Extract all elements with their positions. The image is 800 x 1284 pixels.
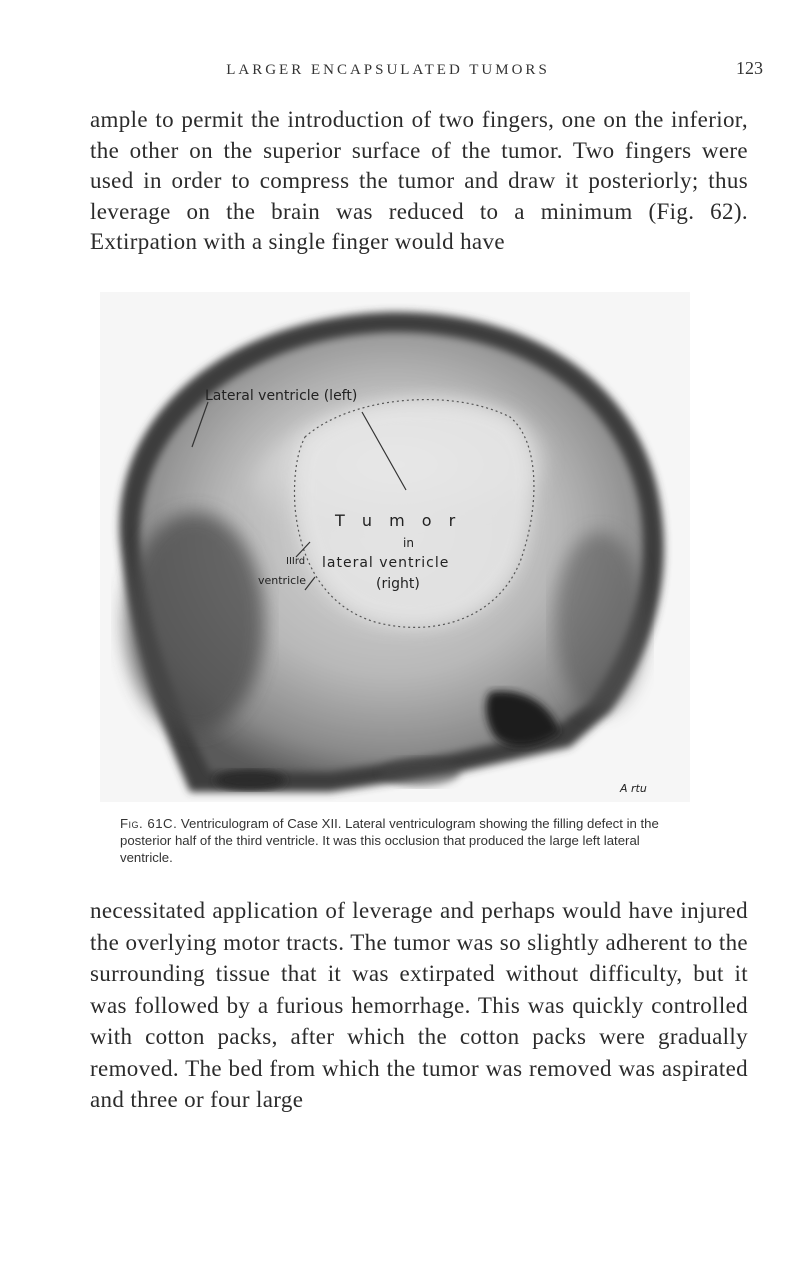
label-third-ventricle-line2: ventricle [258,574,307,587]
page-number: 123 [736,58,763,78]
figure-caption [120,815,680,866]
label-tumor-line4: (right) [376,576,420,592]
artist-signature: A rtu [620,782,647,795]
body-paragraph-bottom: necessitated application of leverage and perhaps would have injured the overlying motor tracts. The tumor was so slightly adherent to the surrounding tissue that it was extirpated without difficulty, but it was followed by a furious hemorrhage. This was quickly controlled with cotton packs, after which the cotton packs were gradually removed. The bed from which the tumor was removed was aspirated and three or four large [90,898,748,1112]
caption-label: Fig. 61C. [120,816,178,831]
caption-text: Ventriculogram of Case XII. Lateral ventriculogram showing the filling defect in the posterior half of the third ventricle. It was this occlusion that produced the large left lateral ventricle. [120,816,659,865]
label-tumor-line2: in [403,536,414,550]
ventriculogram-figure [100,292,690,802]
label-lateral-ventricle-left: Lateral ventricle (left) [205,388,358,404]
label-third-ventricle-line1: IIIrd [286,556,306,567]
body-paragraph-top: ample to permit the introduction of two fingers, one on the inferior, the other on the superior surface of the tumor. Two fingers were used in order to compress the tumor and draw it posteriorly; thus leverage on the brain was reduced to a minimum (Fig. 62). Extirpation with a single finger would have [90,107,748,254]
running-head: LARGER ENCAPSULATED TUMORS [226,62,550,78]
label-tumor-line3: lateral ventricle [322,555,450,571]
xray-image [100,292,690,802]
label-tumor-line1: T u m o r [335,511,462,530]
